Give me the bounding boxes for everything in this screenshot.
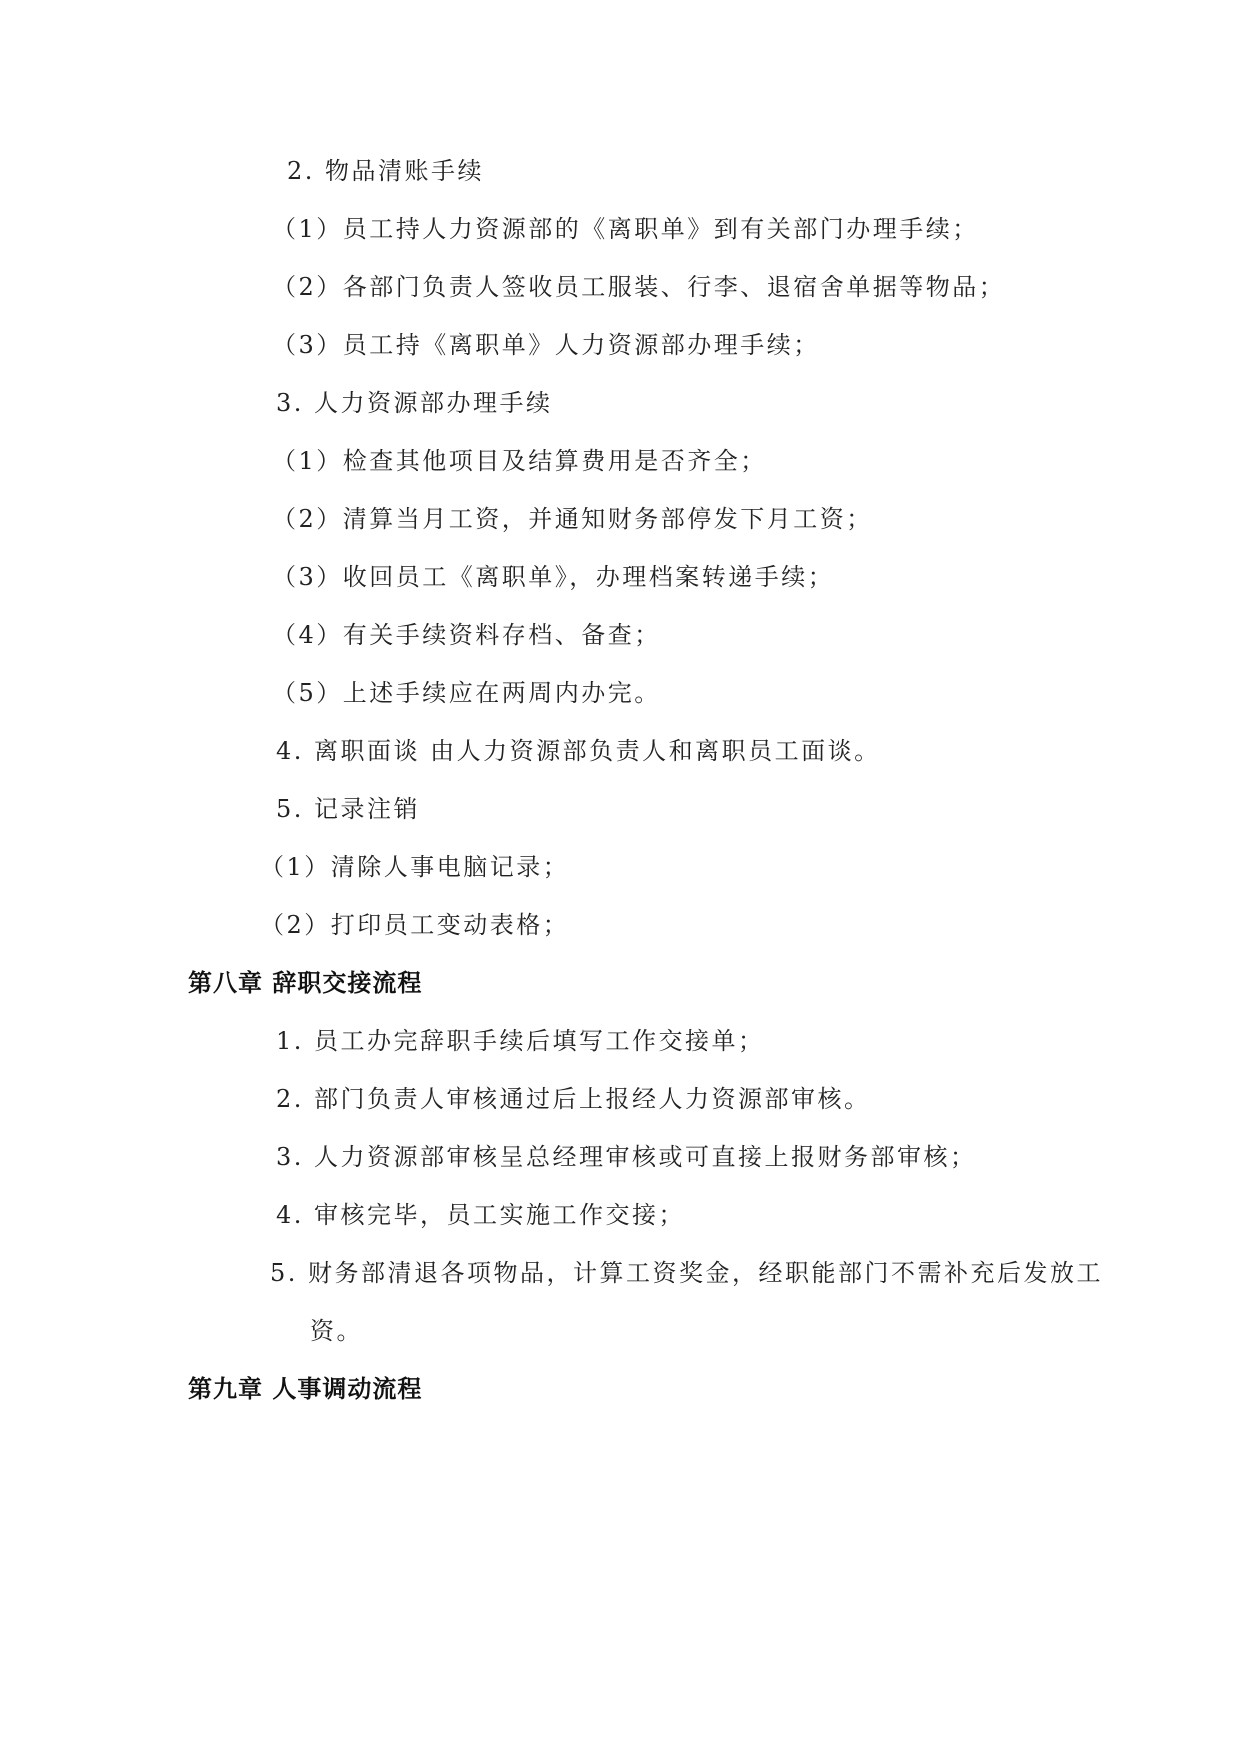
item-hr-1: （1）检查其他项目及结算费用是否齐全； (272, 447, 767, 475)
item-record-2: （2）打印员工变动表格； (260, 911, 570, 939)
item-goods-1: （1）员工持人力资源部的《离职单》到有关部门办理手续； (272, 215, 979, 243)
ch8-item-5: 5. 财务部清退各项物品，计算工资奖金，经职能部门不需补充后发放工 (270, 1259, 1104, 1287)
item-record-cancel: 5. 记录注销 (276, 795, 421, 823)
chapter-8-title: 第八章 辞职交接流程 (188, 968, 423, 997)
item-hr-5: （5）上述手续应在两周内办完。 (272, 679, 661, 707)
item-hr-2: （2）清算当月工资，并通知财务部停发下月工资； (272, 505, 873, 533)
ch8-item-4: 4. 审核完毕，员工实施工作交接； (276, 1201, 686, 1229)
item-hr-procedures: 3. 人力资源部办理手续 (276, 389, 553, 417)
item-goods-clearance: 2. 物品清账手续 (287, 157, 485, 185)
ch8-item-3: 3. 人力资源部审核呈总经理审核或可直接上报财务部审核； (276, 1143, 977, 1171)
chapter-9-title: 第九章 人事调动流程 (188, 1374, 423, 1403)
item-goods-2: （2）各部门负责人签收员工服装、行李、退宿舍单据等物品； (272, 273, 1006, 301)
item-hr-4: （4）有关手续资料存档、备查； (272, 621, 661, 649)
ch8-item-1: 1. 员工办完辞职手续后填写工作交接单； (276, 1027, 765, 1055)
item-goods-3: （3）员工持《离职单》人力资源部办理手续； (272, 331, 820, 359)
item-record-1: （1）清除人事电脑记录； (260, 853, 570, 881)
ch8-item-5-continued: 资。 (310, 1317, 363, 1345)
item-hr-3: （3）收回员工《离职单》，办理档案转递手续； (272, 563, 835, 591)
item-exit-interview: 4. 离职面谈 由人力资源部负责人和离职员工面谈。 (276, 737, 881, 765)
ch8-item-2: 2. 部门负责人审核通过后上报经人力资源部审核。 (276, 1085, 871, 1113)
